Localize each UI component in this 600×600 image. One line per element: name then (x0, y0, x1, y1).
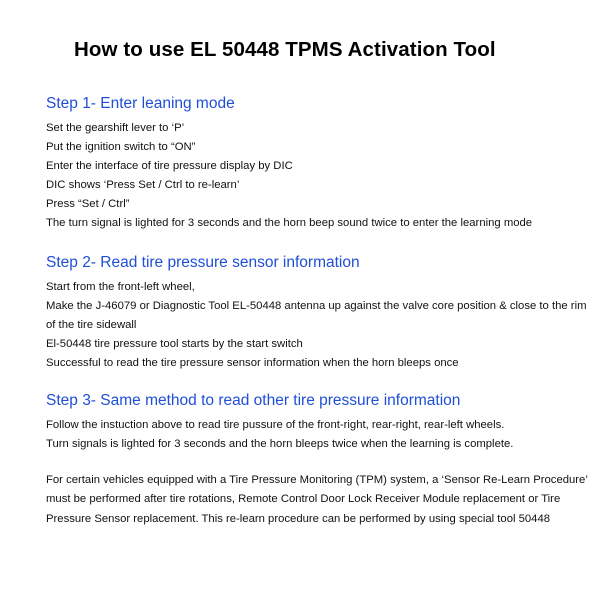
step-3-section (46, 392, 586, 454)
step-1-line: Enter the interface of tire pressure display by DIC (46, 160, 293, 173)
note-line: must be performed after tire rotations, Remote Control Door Lock Receiver Module replacement or Tire (46, 493, 561, 506)
step-1-heading: Step 1- Enter leaning mode (46, 95, 235, 112)
note-line: Pressure Sensor replacement. This re-learn procedure can be performed by using special tool 50448 (46, 512, 551, 525)
step-1-line: Put the ignition switch to “ON” (46, 141, 196, 154)
step-2-line: Start from the front-left wheel, (46, 281, 195, 293)
step-3-line: Turn signals is lighted for 3 seconds and the horn bleeps twice when the learning is complete. (46, 438, 514, 451)
step-2-line: Make the J-46079 or Diagnostic Tool EL-50448 antenna up against the valve core position & close to the rim (46, 300, 587, 313)
step-1-line: DIC shows ‘Press Set / Ctrl to re-learn’ (46, 179, 240, 192)
page-title: How to use EL 50448 TPMS Activation Tool (74, 38, 496, 61)
step-1-line: Set the gearshift lever to ‘P’ (46, 122, 185, 134)
note-line: For certain vehicles equipped with a Tire Pressure Monitoring (TPM) system, a ‘Sensor Re-Learn Procedure’ (46, 474, 588, 486)
step-1-section (46, 95, 586, 234)
step-2-line: Successful to read the tire pressure sensor information when the horn bleeps once (46, 357, 459, 370)
step-3-line: Follow the instuction above to read tire pussure of the front-right, rear-right, rear-left wheels. (46, 419, 505, 431)
step-3-heading: Step 3- Same method to read other tire pressure information (46, 392, 461, 409)
step-2-line: of the tire sidewall (46, 319, 137, 332)
step-1-line: The turn signal is lighted for 3 seconds and the horn beep sound twice to enter the learning mode (46, 217, 533, 230)
relearn-note-paragraph (46, 471, 586, 529)
step-2-heading: Step 2- Read tire pressure sensor information (46, 254, 360, 271)
step-2-section (46, 254, 586, 373)
step-1-line: Press “Set / Ctrl” (46, 198, 130, 211)
step-2-line: El-50448 tire pressure tool starts by the start switch (46, 338, 303, 351)
